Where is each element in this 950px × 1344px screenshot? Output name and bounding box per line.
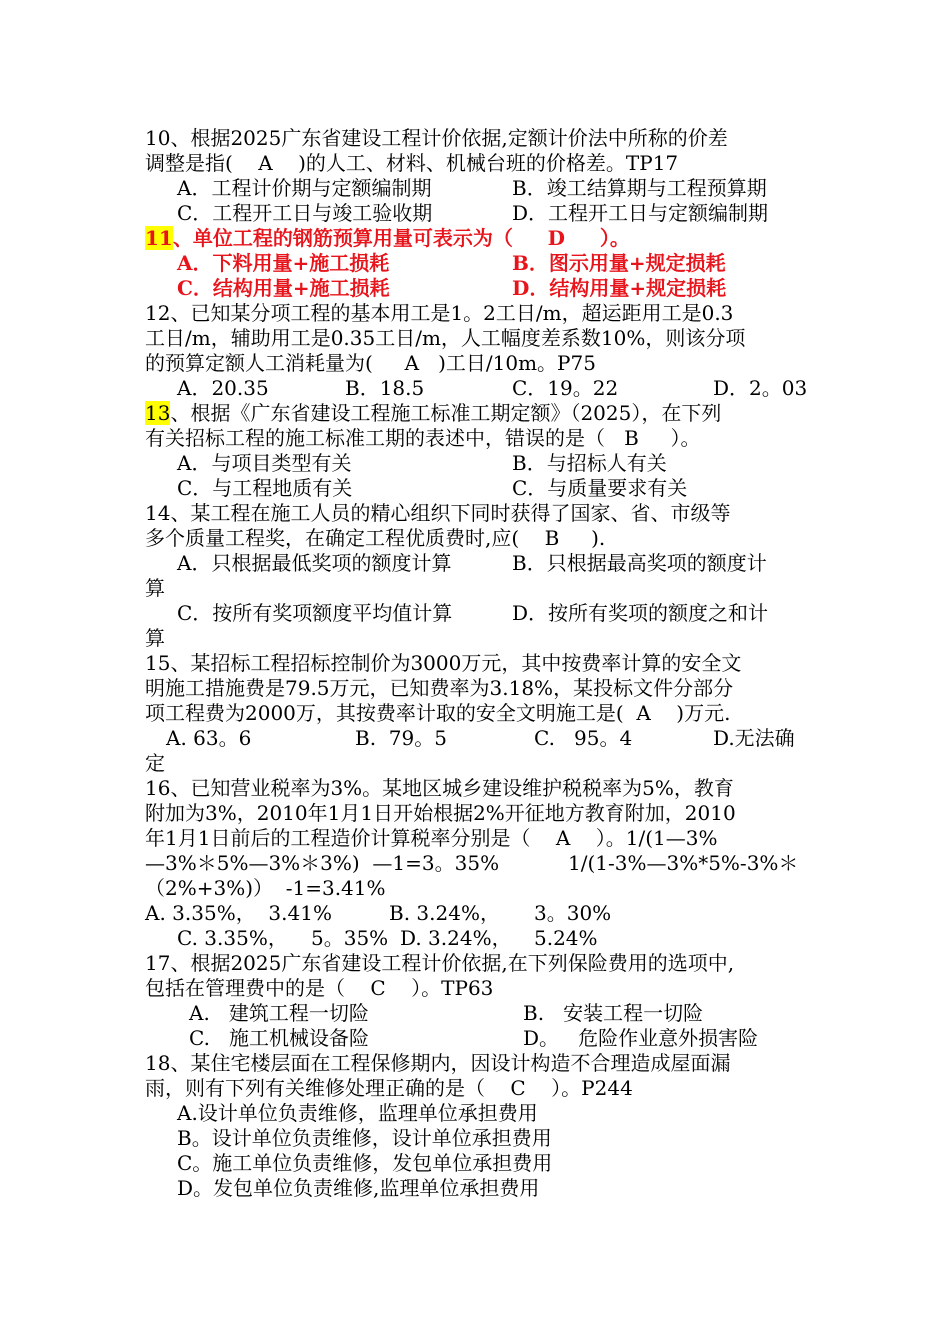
q16-stem-line2: 附加为3%，2010年1月1日开始根据2%开征地方教育附加，2010 (145, 801, 736, 825)
q16-option-d-part2: 5.24% (534, 926, 598, 950)
q13-option-d: C．与质量要求有关 (512, 476, 688, 500)
q11-option-c: C．结构用量+施工损耗 (177, 276, 390, 300)
q12-stem-line2: 工日/m，辅助用工是0.35工日/m，人工幅度差系数10%，则该分项 (145, 326, 746, 350)
q10-stem-line2: 调整是指( A )的人工、材料、机械台班的价格差。TP17 (145, 151, 679, 175)
q13-stem-line1 (145, 401, 721, 426)
q17-option-d: D。 危险作业意外损害险 (523, 1026, 759, 1050)
q15-option-d: D.无法确 (713, 726, 795, 750)
q12-option-b: B．18.5 (345, 376, 425, 400)
q13-option-c: C．与工程地质有关 (177, 476, 353, 500)
q16-calc-right: 1/(1-3%—3%*5%-3%＊ (568, 851, 799, 875)
q12-option-c: C．19。22 (512, 376, 619, 400)
q15-option-c: C. 95。4 (534, 726, 633, 750)
q18-option-a: A.设计单位负责维修，监理单位承担费用 (177, 1101, 538, 1125)
q16-calc-right-wrap: （2%+3%)） -1=3.41% (145, 876, 386, 900)
q14-option-a: A．只根据最低奖项的额度计算 (177, 551, 452, 575)
q12-stem-line1: 12、已知某分项工程的基本用工是1。2工日/m，超运距用工是0.3 (145, 301, 734, 325)
q12-option-d: D．2。03 (713, 376, 808, 400)
q16-option-b-part2: 3。30% (534, 901, 612, 925)
q14-option-c: C．按所有奖项额度平均值计算 (177, 601, 453, 625)
q16-option-c-part1: C. 3.35%， (177, 926, 288, 950)
q11-option-a: A．下料用量+施工损耗 (177, 251, 390, 275)
q11-stem-text: 、单位工程的钢筋预算用量可表示为（ D ）。 (172, 226, 630, 250)
q14-option-b: B．只根据最高奖项的额度计 (512, 551, 767, 575)
q15-stem-line2: 明施工措施费是79.5万元，已知费率为3.18%，某投标文件分部分 (145, 676, 734, 700)
q11-option-b: B．图示用量+规定损耗 (512, 251, 726, 275)
q14-option-d: D．按所有奖项的额度之和计 (512, 601, 769, 625)
q16-stem-line1: 16、已知营业税率为3%。某地区城乡建设维护税税率为5%，教育 (145, 776, 734, 800)
q13-stem-text: 、根据《广东省建设工程施工标准工期定额》（2025），在下列 (170, 401, 722, 425)
q16-option-a: A. 3.35%， 3.41% (145, 901, 332, 925)
q15-option-a: A. 63。6 (166, 726, 252, 750)
q16-option-d-part1: D. 3.24%， (400, 926, 512, 950)
q13-number-highlight: 13 (145, 401, 171, 425)
q18-option-d: D。发包单位负责维修,监理单位承担费用 (177, 1176, 540, 1200)
q16-option-c-part2: 5。35% (311, 926, 389, 950)
q10-option-a: A．工程计价期与定额编制期 (177, 176, 432, 200)
q10-option-c: C．工程开工日与竣工验收期 (177, 201, 433, 225)
q18-option-b: B。设计单位负责维修，设计单位承担费用 (177, 1126, 552, 1150)
q13-option-a: A．与项目类型有关 (177, 451, 352, 475)
q17-stem-line1: 17、根据2025广东省建设工程计价依据,在下列保险费用的选项中, (145, 951, 735, 975)
q14-stem-line1: 14、某工程在施工人员的精心组织下同时获得了国家、省、市级等 (145, 501, 731, 525)
q17-option-b: B. 安装工程一切险 (523, 1001, 704, 1025)
q15-option-b: B. 79。5 (355, 726, 447, 750)
q14-option-d-wrap: 算 (145, 626, 165, 650)
q18-option-c: C。施工单位负责维修，发包单位承担费用 (177, 1151, 553, 1175)
q16-stem-line3: 年1月1日前后的工程造价计算税率分别是（ A ）。1/(1—3% (145, 826, 718, 850)
q16-option-b-part1: B. 3.24%， (389, 901, 500, 925)
q13-stem-line2: 有关招标工程的施工标准工期的表述中，错误的是（ B ）。 (145, 426, 701, 450)
q17-option-a: A. 建筑工程一切险 (189, 1001, 369, 1025)
q17-option-c: C. 施工机械设备险 (189, 1026, 370, 1050)
q10-stem-line1: 10、根据2025广东省建设工程计价依据,定额计价法中所称的价差 (145, 126, 728, 150)
q10-option-d: D．工程开工日与定额编制期 (512, 201, 769, 225)
q15-stem-line1: 15、某招标工程招标控制价为3000万元，其中按费率计算的安全文 (145, 651, 742, 675)
q12-option-a: A．20.35 (177, 376, 269, 400)
q11-number-highlight: 11 (145, 226, 173, 250)
q10-option-b: B．竣工结算期与工程预算期 (512, 176, 767, 200)
q14-option-b-wrap: 算 (145, 576, 165, 600)
q15-option-d-wrap: 定 (145, 751, 165, 775)
q18-stem-line2: 雨，则有下列有关维修处理正确的是（ C ）。P244 (145, 1076, 633, 1100)
q11-option-d: D．结构用量+规定损耗 (512, 276, 727, 300)
q16-calc-left: —3%＊5%—3%＊3%) —1=3。35% (145, 851, 500, 875)
q12-stem-line3: 的预算定额人工消耗量为( A )工日/10m。P75 (145, 351, 596, 375)
q18-stem-line1: 18、某住宅楼层面在工程保修期内，因设计构造不合理造成屋面漏 (145, 1051, 731, 1075)
q14-stem-line2: 多个质量工程奖，在确定工程优质费时,应( B ). (145, 526, 606, 550)
q11-stem (145, 226, 630, 251)
q15-stem-line3: 项工程费为2000万，其按费率计取的安全文明施工是( A )万元. (145, 701, 731, 725)
q17-stem-line2: 包括在管理费中的是（ C ）。TP63 (145, 976, 494, 1000)
q13-option-b: B．与招标人有关 (512, 451, 667, 475)
